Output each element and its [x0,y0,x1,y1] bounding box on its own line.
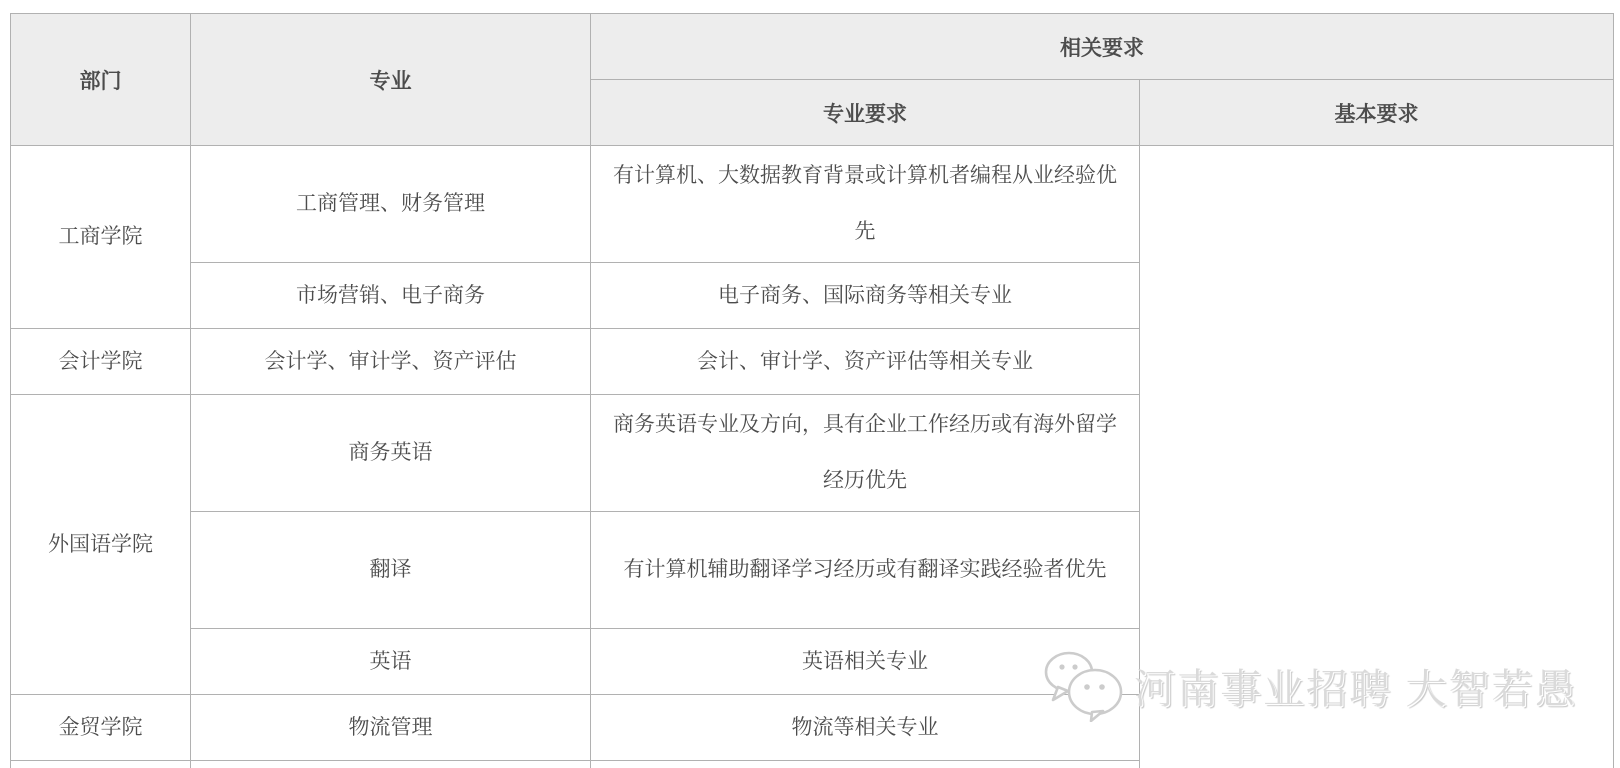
header-basic-requirements: 基本要求 [1140,80,1614,146]
header-row-1 [11,14,1614,80]
cell-professional-req [591,761,1140,768]
cell-major: 物流管理 [191,695,591,761]
cell-major: 市场营销、电子商务 [191,263,591,329]
watermark-text: 河南事业招聘 大智若愚 [1134,665,1578,712]
cell-major: 商务英语 [191,395,591,512]
cell-professional-req: 有计算机、大数据教育背景或计算机者编程从业经验优先 [591,146,1140,263]
header-major: 专业 [191,14,591,146]
cell-dept: 金贸学院 [11,695,191,761]
cell-professional-req: 有计算机辅助翻译学习经历或有翻译实践经验者优先 [591,512,1140,629]
cell-dept: 工商学院 [11,146,191,329]
header-dept: 部门 [11,14,191,146]
cell-dept: 会计学院 [11,329,191,395]
cell-major: 翻译 [191,512,591,629]
cell-major: 英语 [191,629,591,695]
cell-professional-req: 电子商务、国际商务等相关专业 [591,263,1140,329]
cell-major: 会计学、审计学、资产评估 [191,329,591,395]
table-row [11,146,1614,263]
recruitment-requirements-table [10,13,1614,768]
cell-professional-req: 会计、审计学、资产评估等相关专业 [591,329,1140,395]
cell-professional-req: 物流等相关专业 [591,695,1140,761]
cell-major: 工商管理、财务管理 [191,146,591,263]
cell-basic-req-merged [1140,146,1614,768]
header-professional-requirements: 专业要求 [591,80,1140,146]
cell-professional-req: 商务英语专业及方向，具有企业工作经历或有海外留学经历优先 [591,395,1140,512]
cell-major [191,761,591,768]
cell-dept [11,761,191,768]
cell-professional-req: 英语相关专业 [591,629,1140,695]
cell-dept: 外国语学院 [11,395,191,695]
header-related-requirements: 相关要求 [591,14,1614,80]
